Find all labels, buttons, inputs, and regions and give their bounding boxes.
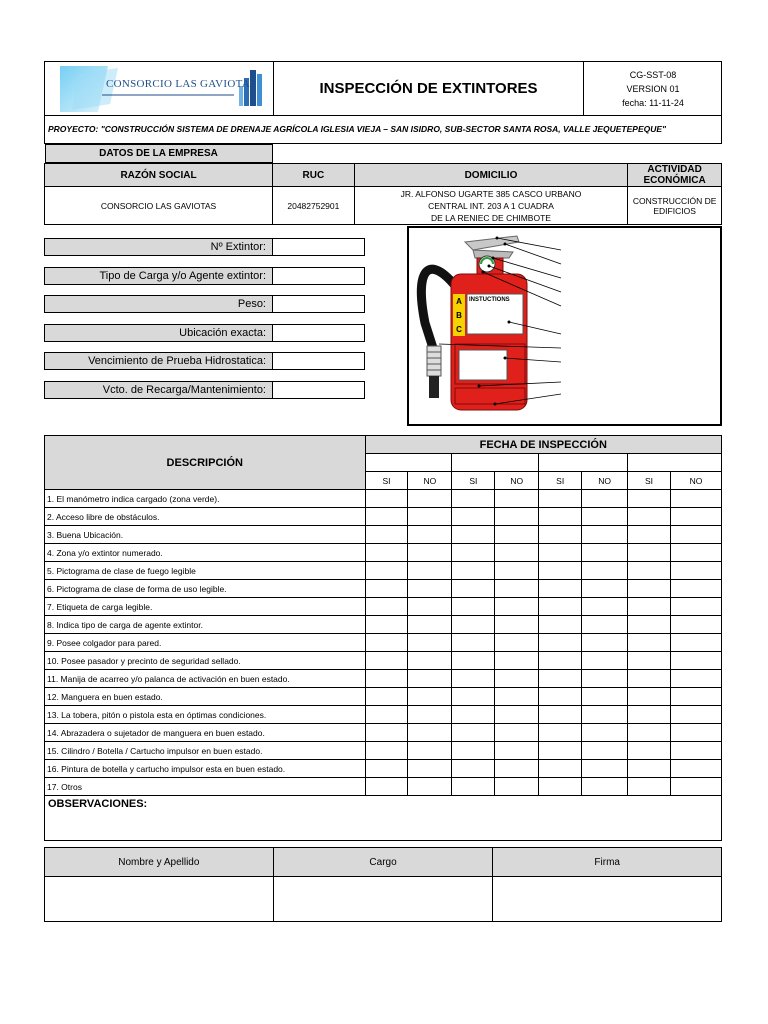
no-check-cell[interactable] — [582, 562, 628, 580]
signature-table — [44, 847, 722, 922]
item-description: 16. Pintura de botella y cartucho impulsor esta en buen estado. — [45, 760, 366, 778]
label-letter-b: B — [456, 311, 462, 320]
si-check-cell[interactable] — [365, 724, 408, 742]
si-check-cell[interactable] — [365, 760, 408, 778]
item-description: 1. El manómetro indica cargado (zona verde). — [45, 490, 366, 508]
si-check-cell[interactable] — [452, 724, 495, 742]
no-check-cell[interactable] — [495, 724, 539, 742]
si-check-cell[interactable] — [365, 634, 408, 652]
si-check-cell[interactable] — [539, 616, 582, 634]
no-check-cell[interactable] — [671, 562, 722, 580]
header-domicilio: DOMICILIO — [354, 164, 628, 187]
si-check-cell[interactable] — [628, 580, 671, 598]
si-check-cell[interactable] — [452, 526, 495, 544]
si-check-cell[interactable] — [452, 598, 495, 616]
table-row — [45, 724, 722, 742]
header-nombre: Nombre y Apellido — [45, 848, 274, 877]
field-input[interactable] — [273, 352, 365, 370]
table-row — [45, 526, 722, 544]
no-check-cell[interactable] — [408, 562, 452, 580]
si-check-cell[interactable] — [628, 706, 671, 724]
no-check-cell[interactable] — [671, 670, 722, 688]
si-check-cell[interactable] — [539, 598, 582, 616]
header-firma: Firma — [493, 848, 722, 877]
item-description: 10. Posee pasador y precinto de seguridad sellado. — [45, 652, 366, 670]
si-check-cell[interactable] — [628, 688, 671, 706]
si-check-cell[interactable] — [628, 760, 671, 778]
header-actividad: ACTIVIDAD ECONÓMICA — [628, 164, 722, 187]
logo — [58, 64, 268, 114]
no-check-cell[interactable] — [408, 652, 452, 670]
si-check-cell[interactable] — [365, 580, 408, 598]
table-row — [45, 544, 722, 562]
si-check-cell[interactable] — [452, 562, 495, 580]
si-check-cell[interactable] — [452, 670, 495, 688]
nombre-cell[interactable] — [45, 877, 274, 922]
si-check-cell[interactable] — [539, 778, 582, 796]
no-check-cell[interactable] — [495, 742, 539, 760]
si-check-cell[interactable] — [452, 580, 495, 598]
si-check-cell[interactable] — [539, 544, 582, 562]
no-check-cell[interactable] — [495, 652, 539, 670]
no-check-cell[interactable] — [408, 670, 452, 688]
no-header: NO — [495, 472, 539, 490]
no-check-cell[interactable] — [408, 706, 452, 724]
no-check-cell[interactable] — [582, 760, 628, 778]
table-row — [45, 490, 722, 508]
si-check-cell[interactable] — [539, 742, 582, 760]
no-check-cell[interactable] — [671, 706, 722, 724]
si-check-cell[interactable] — [452, 760, 495, 778]
no-check-cell[interactable] — [495, 760, 539, 778]
no-check-cell[interactable] — [495, 616, 539, 634]
si-check-cell[interactable] — [365, 544, 408, 562]
item-description: 12. Manguera en buen estado. — [45, 688, 366, 706]
date-cell-3[interactable] — [539, 454, 628, 472]
si-check-cell[interactable] — [452, 778, 495, 796]
header-cargo: Cargo — [273, 848, 493, 877]
no-check-cell[interactable] — [582, 706, 628, 724]
field-input[interactable] — [273, 238, 365, 256]
item-description: 13. La tobera, pitón o pistola esta en óptimas condiciones. — [45, 706, 366, 724]
no-check-cell[interactable] — [408, 598, 452, 616]
no-check-cell[interactable] — [671, 490, 722, 508]
no-check-cell[interactable] — [408, 490, 452, 508]
si-check-cell[interactable] — [628, 544, 671, 562]
si-check-cell[interactable] — [452, 544, 495, 562]
si-check-cell[interactable] — [365, 706, 408, 724]
si-check-cell[interactable] — [628, 652, 671, 670]
inspection-checklist — [44, 435, 722, 796]
no-check-cell[interactable] — [495, 562, 539, 580]
date-cell-2[interactable] — [452, 454, 539, 472]
table-row — [45, 778, 722, 796]
no-check-cell[interactable] — [671, 724, 722, 742]
no-check-cell[interactable] — [495, 580, 539, 598]
no-check-cell[interactable] — [671, 742, 722, 760]
item-description: 5. Pictograma de clase de fuego legible — [45, 562, 366, 580]
no-check-cell[interactable] — [582, 526, 628, 544]
no-check-cell[interactable] — [671, 688, 722, 706]
no-check-cell[interactable] — [408, 580, 452, 598]
company-section-title: DATOS DE LA EMPRESA — [45, 144, 273, 163]
item-description: 8. Indica tipo de carga de agente extintor. — [45, 616, 366, 634]
si-check-cell[interactable] — [628, 490, 671, 508]
no-check-cell[interactable] — [582, 634, 628, 652]
si-check-cell[interactable] — [452, 688, 495, 706]
no-check-cell[interactable] — [671, 616, 722, 634]
header-ruc: RUC — [273, 164, 355, 187]
project-line — [44, 116, 722, 144]
table-row — [45, 616, 722, 634]
doc-meta — [584, 68, 722, 110]
table-row — [45, 598, 722, 616]
si-check-cell[interactable] — [452, 508, 495, 526]
no-header: NO — [671, 472, 722, 490]
field-input[interactable] — [273, 381, 365, 399]
doc-date: fecha: 11-11-24 — [622, 98, 684, 108]
label-letter-c: C — [456, 325, 462, 334]
si-check-cell[interactable] — [452, 490, 495, 508]
no-check-cell[interactable] — [408, 760, 452, 778]
no-check-cell[interactable] — [408, 634, 452, 652]
si-check-cell[interactable] — [539, 562, 582, 580]
no-check-cell[interactable] — [408, 544, 452, 562]
si-check-cell[interactable] — [628, 508, 671, 526]
si-check-cell[interactable] — [452, 616, 495, 634]
item-description: 15. Cilindro / Botella / Cartucho impulsor en buen estado. — [45, 742, 366, 760]
item-description: 17. Otros — [45, 778, 366, 796]
no-check-cell[interactable] — [671, 652, 722, 670]
si-check-cell[interactable] — [539, 508, 582, 526]
item-description: 11. Manija de acarreo y/o palanca de activación en buen estado. — [45, 670, 366, 688]
field-numero-extintor — [44, 238, 365, 256]
field-label: Ubicación exacta: — [44, 324, 273, 342]
si-header: SI — [365, 472, 408, 490]
si-check-cell[interactable] — [628, 526, 671, 544]
no-check-cell[interactable] — [495, 634, 539, 652]
extinguisher-diagram — [407, 226, 722, 426]
no-check-cell[interactable] — [495, 688, 539, 706]
no-check-cell[interactable] — [582, 544, 628, 562]
si-check-cell[interactable] — [539, 670, 582, 688]
table-row — [45, 670, 722, 688]
no-check-cell[interactable] — [582, 778, 628, 796]
instructions-label: INSTUCTIONS — [469, 297, 510, 303]
project-text: PROYECTO: "CONSTRUCCIÓN SISTEMA DE DRENAJE AGRÍCOLA IGLESIA VIEJA – SAN ISIDRO, SUB-SECTOR SANTA ROSA, VALLE JEQUETEPEQUE" — [48, 124, 667, 134]
no-check-cell[interactable] — [582, 508, 628, 526]
table-row — [45, 742, 722, 760]
field-label: Nº Extintor: — [44, 238, 273, 256]
si-header: SI — [539, 472, 582, 490]
item-description: 4. Zona y/o extintor numerado. — [45, 544, 366, 562]
company-table — [44, 144, 722, 225]
field-input[interactable] — [273, 267, 365, 285]
field-label: Vcto. de Recarga/Mantenimiento: — [44, 381, 273, 399]
no-check-cell[interactable] — [671, 526, 722, 544]
label-letter-a: A — [456, 297, 462, 306]
table-row — [45, 688, 722, 706]
si-check-cell[interactable] — [365, 616, 408, 634]
table-row — [45, 562, 722, 580]
si-check-cell[interactable] — [365, 670, 408, 688]
no-check-cell[interactable] — [495, 778, 539, 796]
field-tipo-carga — [44, 267, 365, 285]
no-check-cell[interactable] — [408, 724, 452, 742]
item-description: 3. Buena Ubicación. — [45, 526, 366, 544]
no-check-cell[interactable] — [408, 526, 452, 544]
inspection-date-header: FECHA DE INSPECCIÓN — [365, 436, 721, 454]
observaciones-box[interactable] — [44, 795, 722, 841]
no-check-cell[interactable] — [671, 544, 722, 562]
actividad-value: CONSTRUCCIÓN DE EDIFICIOS — [628, 187, 722, 225]
no-check-cell[interactable] — [582, 724, 628, 742]
no-check-cell[interactable] — [582, 598, 628, 616]
no-check-cell[interactable] — [582, 616, 628, 634]
si-check-cell[interactable] — [628, 634, 671, 652]
table-row — [45, 580, 722, 598]
si-check-cell[interactable] — [365, 598, 408, 616]
si-check-cell[interactable] — [539, 490, 582, 508]
si-check-cell[interactable] — [539, 688, 582, 706]
no-check-cell[interactable] — [495, 544, 539, 562]
field-recarga — [44, 381, 365, 399]
no-check-cell[interactable] — [408, 688, 452, 706]
no-check-cell[interactable] — [671, 760, 722, 778]
field-peso — [44, 295, 365, 313]
date-cell-4[interactable] — [628, 454, 722, 472]
no-check-cell[interactable] — [408, 616, 452, 634]
si-check-cell[interactable] — [365, 526, 408, 544]
razon-social-value: CONSORCIO LAS GAVIOTAS — [45, 187, 273, 225]
field-input[interactable] — [273, 324, 365, 342]
no-check-cell[interactable] — [582, 742, 628, 760]
si-check-cell[interactable] — [452, 742, 495, 760]
no-check-cell[interactable] — [582, 490, 628, 508]
no-check-cell[interactable] — [408, 742, 452, 760]
domicilio-value: JR. ALFONSO UGARTE 385 CASCO URBANO CENTRAL INT. 203 A 1 CUADRA DE LA RENIEC DE CHIMBOTE — [354, 187, 628, 225]
no-check-cell[interactable] — [671, 580, 722, 598]
si-check-cell[interactable] — [365, 778, 408, 796]
date-cell-1[interactable] — [365, 454, 452, 472]
header-razon-social: RAZÓN SOCIAL — [45, 164, 273, 187]
no-check-cell[interactable] — [495, 526, 539, 544]
field-input[interactable] — [273, 295, 365, 313]
si-header: SI — [628, 472, 671, 490]
no-check-cell[interactable] — [408, 778, 452, 796]
field-label: Peso: — [44, 295, 273, 313]
si-check-cell[interactable] — [628, 742, 671, 760]
field-label: Tipo de Carga y/o Agente extintor: — [44, 267, 273, 285]
si-check-cell[interactable] — [628, 598, 671, 616]
si-check-cell[interactable] — [539, 652, 582, 670]
no-check-cell[interactable] — [671, 778, 722, 796]
si-header: SI — [452, 472, 495, 490]
si-check-cell[interactable] — [452, 706, 495, 724]
table-row — [45, 760, 722, 778]
si-check-cell[interactable] — [628, 670, 671, 688]
field-ubicacion — [44, 324, 365, 342]
cargo-cell[interactable] — [273, 877, 493, 922]
table-row — [45, 634, 722, 652]
no-header: NO — [408, 472, 452, 490]
no-check-cell[interactable] — [582, 652, 628, 670]
logo-text: CONSORCIO LAS GAVIOTAS — [106, 78, 257, 90]
no-check-cell[interactable] — [582, 688, 628, 706]
ruc-value: 20482752901 — [273, 187, 355, 225]
si-check-cell[interactable] — [628, 616, 671, 634]
table-row — [45, 706, 722, 724]
item-description: 6. Pictograma de clase de forma de uso legible. — [45, 580, 366, 598]
no-check-cell[interactable] — [495, 706, 539, 724]
si-check-cell[interactable] — [628, 778, 671, 796]
item-description: 2. Acceso libre de obstáculos. — [45, 508, 366, 526]
si-check-cell[interactable] — [365, 508, 408, 526]
no-header: NO — [582, 472, 628, 490]
doc-code: CG-SST-08 — [629, 70, 677, 80]
no-check-cell[interactable] — [582, 670, 628, 688]
firma-cell[interactable] — [493, 877, 722, 922]
no-check-cell[interactable] — [495, 598, 539, 616]
table-row — [45, 652, 722, 670]
si-check-cell[interactable] — [365, 742, 408, 760]
no-check-cell[interactable] — [671, 508, 722, 526]
no-check-cell[interactable] — [671, 598, 722, 616]
field-prueba-hidrostatica — [44, 352, 365, 370]
si-check-cell[interactable] — [452, 652, 495, 670]
si-check-cell[interactable] — [539, 724, 582, 742]
si-check-cell[interactable] — [365, 490, 408, 508]
si-check-cell[interactable] — [539, 526, 582, 544]
si-check-cell[interactable] — [628, 562, 671, 580]
extinguisher-icon — [409, 228, 720, 424]
field-label: Vencimiento de Prueba Hidrostatica: — [44, 352, 273, 370]
si-check-cell[interactable] — [452, 634, 495, 652]
si-check-cell[interactable] — [365, 652, 408, 670]
no-check-cell[interactable] — [495, 670, 539, 688]
no-check-cell[interactable] — [408, 508, 452, 526]
no-check-cell[interactable] — [582, 580, 628, 598]
page-title: INSPECCIÓN DE EXTINTORES — [319, 80, 538, 97]
no-check-cell[interactable] — [495, 508, 539, 526]
item-description: 7. Etiqueta de carga legible. — [45, 598, 366, 616]
si-check-cell[interactable] — [539, 760, 582, 778]
observaciones-label: OBSERVACIONES: — [48, 798, 148, 810]
si-check-cell[interactable] — [365, 562, 408, 580]
item-description: 14. Abrazadera o sujetador de manguera en buen estado. — [45, 724, 366, 742]
si-check-cell[interactable] — [539, 580, 582, 598]
table-row — [45, 508, 722, 526]
no-check-cell[interactable] — [671, 634, 722, 652]
description-header: DESCRIPCIÓN — [45, 436, 366, 490]
item-description: 9. Posee colgador para pared. — [45, 634, 366, 652]
si-check-cell[interactable] — [365, 688, 408, 706]
si-check-cell[interactable] — [539, 706, 582, 724]
si-check-cell[interactable] — [628, 724, 671, 742]
si-check-cell[interactable] — [539, 634, 582, 652]
doc-version: VERSION 01 — [626, 84, 680, 94]
no-check-cell[interactable] — [495, 490, 539, 508]
